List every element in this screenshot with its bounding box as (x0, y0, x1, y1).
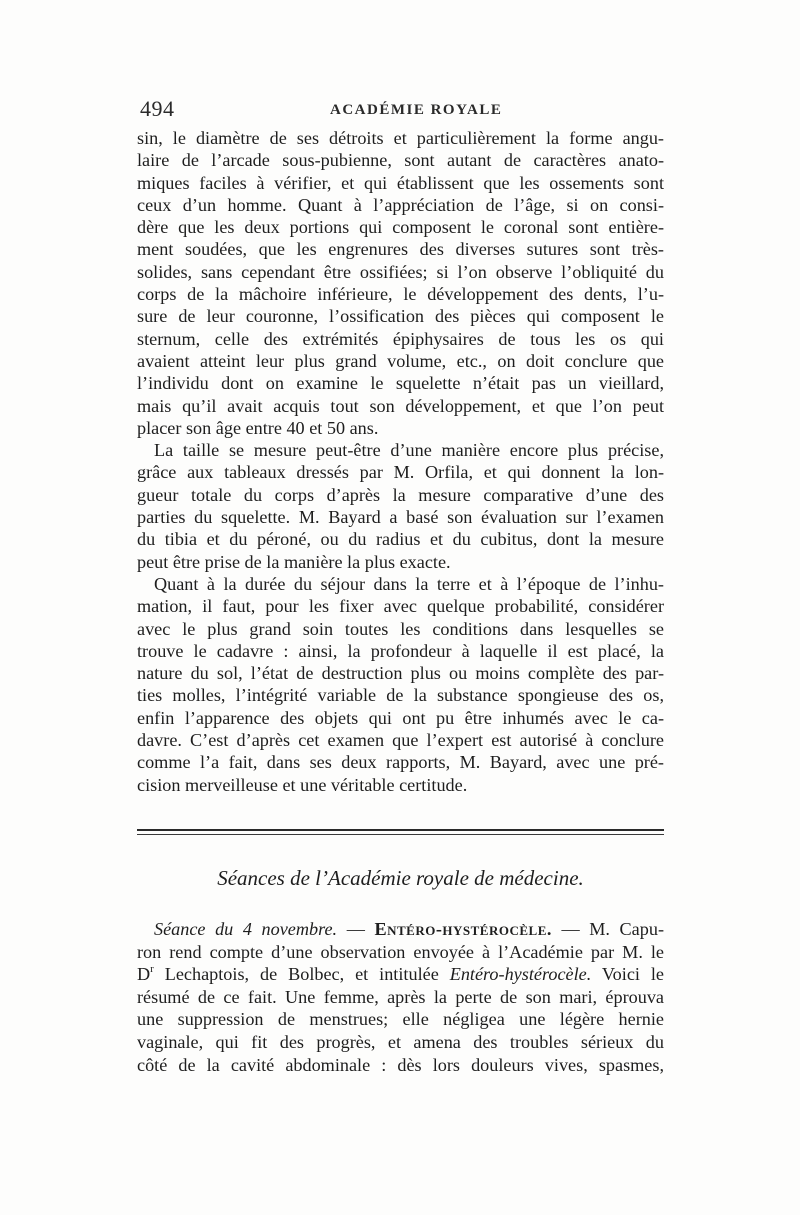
text-line: Quant à la durée du séjour dans la terre et à l’époque de l’inhu- (154, 573, 664, 594)
text-line: parties du squelette. M. Bayard a basé son évaluation sur l’examen (137, 507, 664, 528)
superscript: r (150, 963, 154, 976)
text-line: cision merveilleuse et une véritable certitude. (137, 774, 468, 795)
text-fragment: Voici le (591, 964, 664, 985)
text-line: sure de leur couronne, l’ossification des pièces qui composent le (137, 306, 664, 327)
text-line: gueur totale du corps d’après la mesure comparative d’une des (137, 484, 664, 505)
text-line: sin, le diamètre de ses détroits et particulièrement la forme angu- (137, 128, 664, 148)
page-number: 494 (140, 96, 175, 121)
body-text (137, 127, 664, 796)
text-line: l’individu dont on examine le squelette n’était pas un vieillard, (137, 373, 664, 394)
text-line: laire de l’arcade sous-pubienne, sont autant de caractères anato- (137, 150, 664, 171)
text-line: mais qu’il avait acquis tout son développement, et que l’on peut (137, 395, 664, 416)
text-fragment: D (137, 964, 151, 985)
section-divider (137, 829, 664, 835)
text-line: La taille se mesure peut-être d’une manière encore plus précise, (154, 440, 664, 461)
text-line: miques faciles à vérifier, et qui établissent que les ossements sont (137, 172, 664, 193)
text-line: nature du sol, l’état de destruction plus ou moins complète des par- (137, 663, 664, 684)
text-line: ceux d’un homme. Quant à l’appréciation de l’âge, si on consi- (137, 194, 664, 215)
text-line: du tibia et du péroné, ou du radius et du cubitus, dont la mesure (137, 529, 664, 550)
text-line: trouve le cadavre : ainsi, la profondeur à laquelle il est placé, la (137, 640, 664, 661)
text-fragment: — M. Capu- (551, 919, 664, 939)
text-line: enfin l’apparence des objets qui ont pu être inhumés avec le ca- (137, 707, 664, 728)
text-line (137, 963, 664, 986)
text-line: ment soudées, que les engrenures des diverses sutures sont très- (137, 239, 664, 260)
italic-title: Entéro-hystérocèle. (449, 964, 592, 985)
text-line (137, 918, 664, 941)
divider-rule-thick (137, 829, 664, 831)
text-line: avaient atteint leur plus grand volume, etc., on doit conclure que (137, 350, 664, 371)
text-line: ties molles, l’intégrité variable de la substance spongieuse des os, (137, 685, 664, 706)
text-line: avec le plus grand soin toutes les conditions dans lesquelles se (137, 618, 664, 639)
text-line: davre. C’est d’après cet examen que l’expert est autorisé à conclure (137, 730, 664, 751)
text-line: sternum, celle des extrémités épiphysaires de tous les os qui (137, 328, 664, 349)
text-line: côté de la cavité abdominale : dès lors douleurs vives, spasmes, (137, 1054, 664, 1075)
text-line: une suppression de menstrues; elle négligea une légère hernie (137, 1009, 664, 1030)
dash: — (337, 919, 375, 939)
session-date: Séance du 4 novembre. (154, 919, 338, 939)
divider-rule-thin (137, 834, 664, 835)
text-line: mation, il faut, pour les fixer avec quelque probabilité, considérer (137, 596, 664, 617)
article-heading: Entéro-hystérocèle. (374, 919, 552, 939)
text-line: placer son âge entre 40 et 50 ans. (137, 417, 379, 438)
text-line: dère que les deux portions qui composent le coronal sont entière- (137, 217, 664, 238)
text-line: comme l’a fait, dans ses deux rapports, M. Bayard, avec une pré- (137, 752, 664, 773)
text-line: peut être prise de la manière la plus exacte. (137, 551, 451, 572)
text-line: résumé de ce fait. Une femme, après la perte de son mari, éprouva (137, 986, 664, 1007)
section-body (137, 918, 664, 1076)
text-line: vaginale, qui fit des progrès, et amena des troubles sérieux du (137, 1031, 664, 1052)
text-line: ron rend compte d’une observation envoyée à l’Académie par M. le (137, 941, 664, 962)
text-line: solides, sans cependant être ossifiées; si l’on observe l’obliquité du (137, 261, 664, 282)
page-header (140, 96, 664, 126)
text-fragment: Lechaptois, de Bolbec, et intitulée (153, 964, 450, 985)
section-title: Séances de l’Académie royale de médecine. (217, 866, 584, 890)
running-head: ACADÉMIE ROYALE (330, 102, 503, 118)
text-line: corps de la mâchoire inférieure, le développement des dents, l’u- (137, 284, 664, 305)
text-line: grâce aux tableaux dressés par M. Orfila, et qui donnent la lon- (137, 462, 664, 483)
